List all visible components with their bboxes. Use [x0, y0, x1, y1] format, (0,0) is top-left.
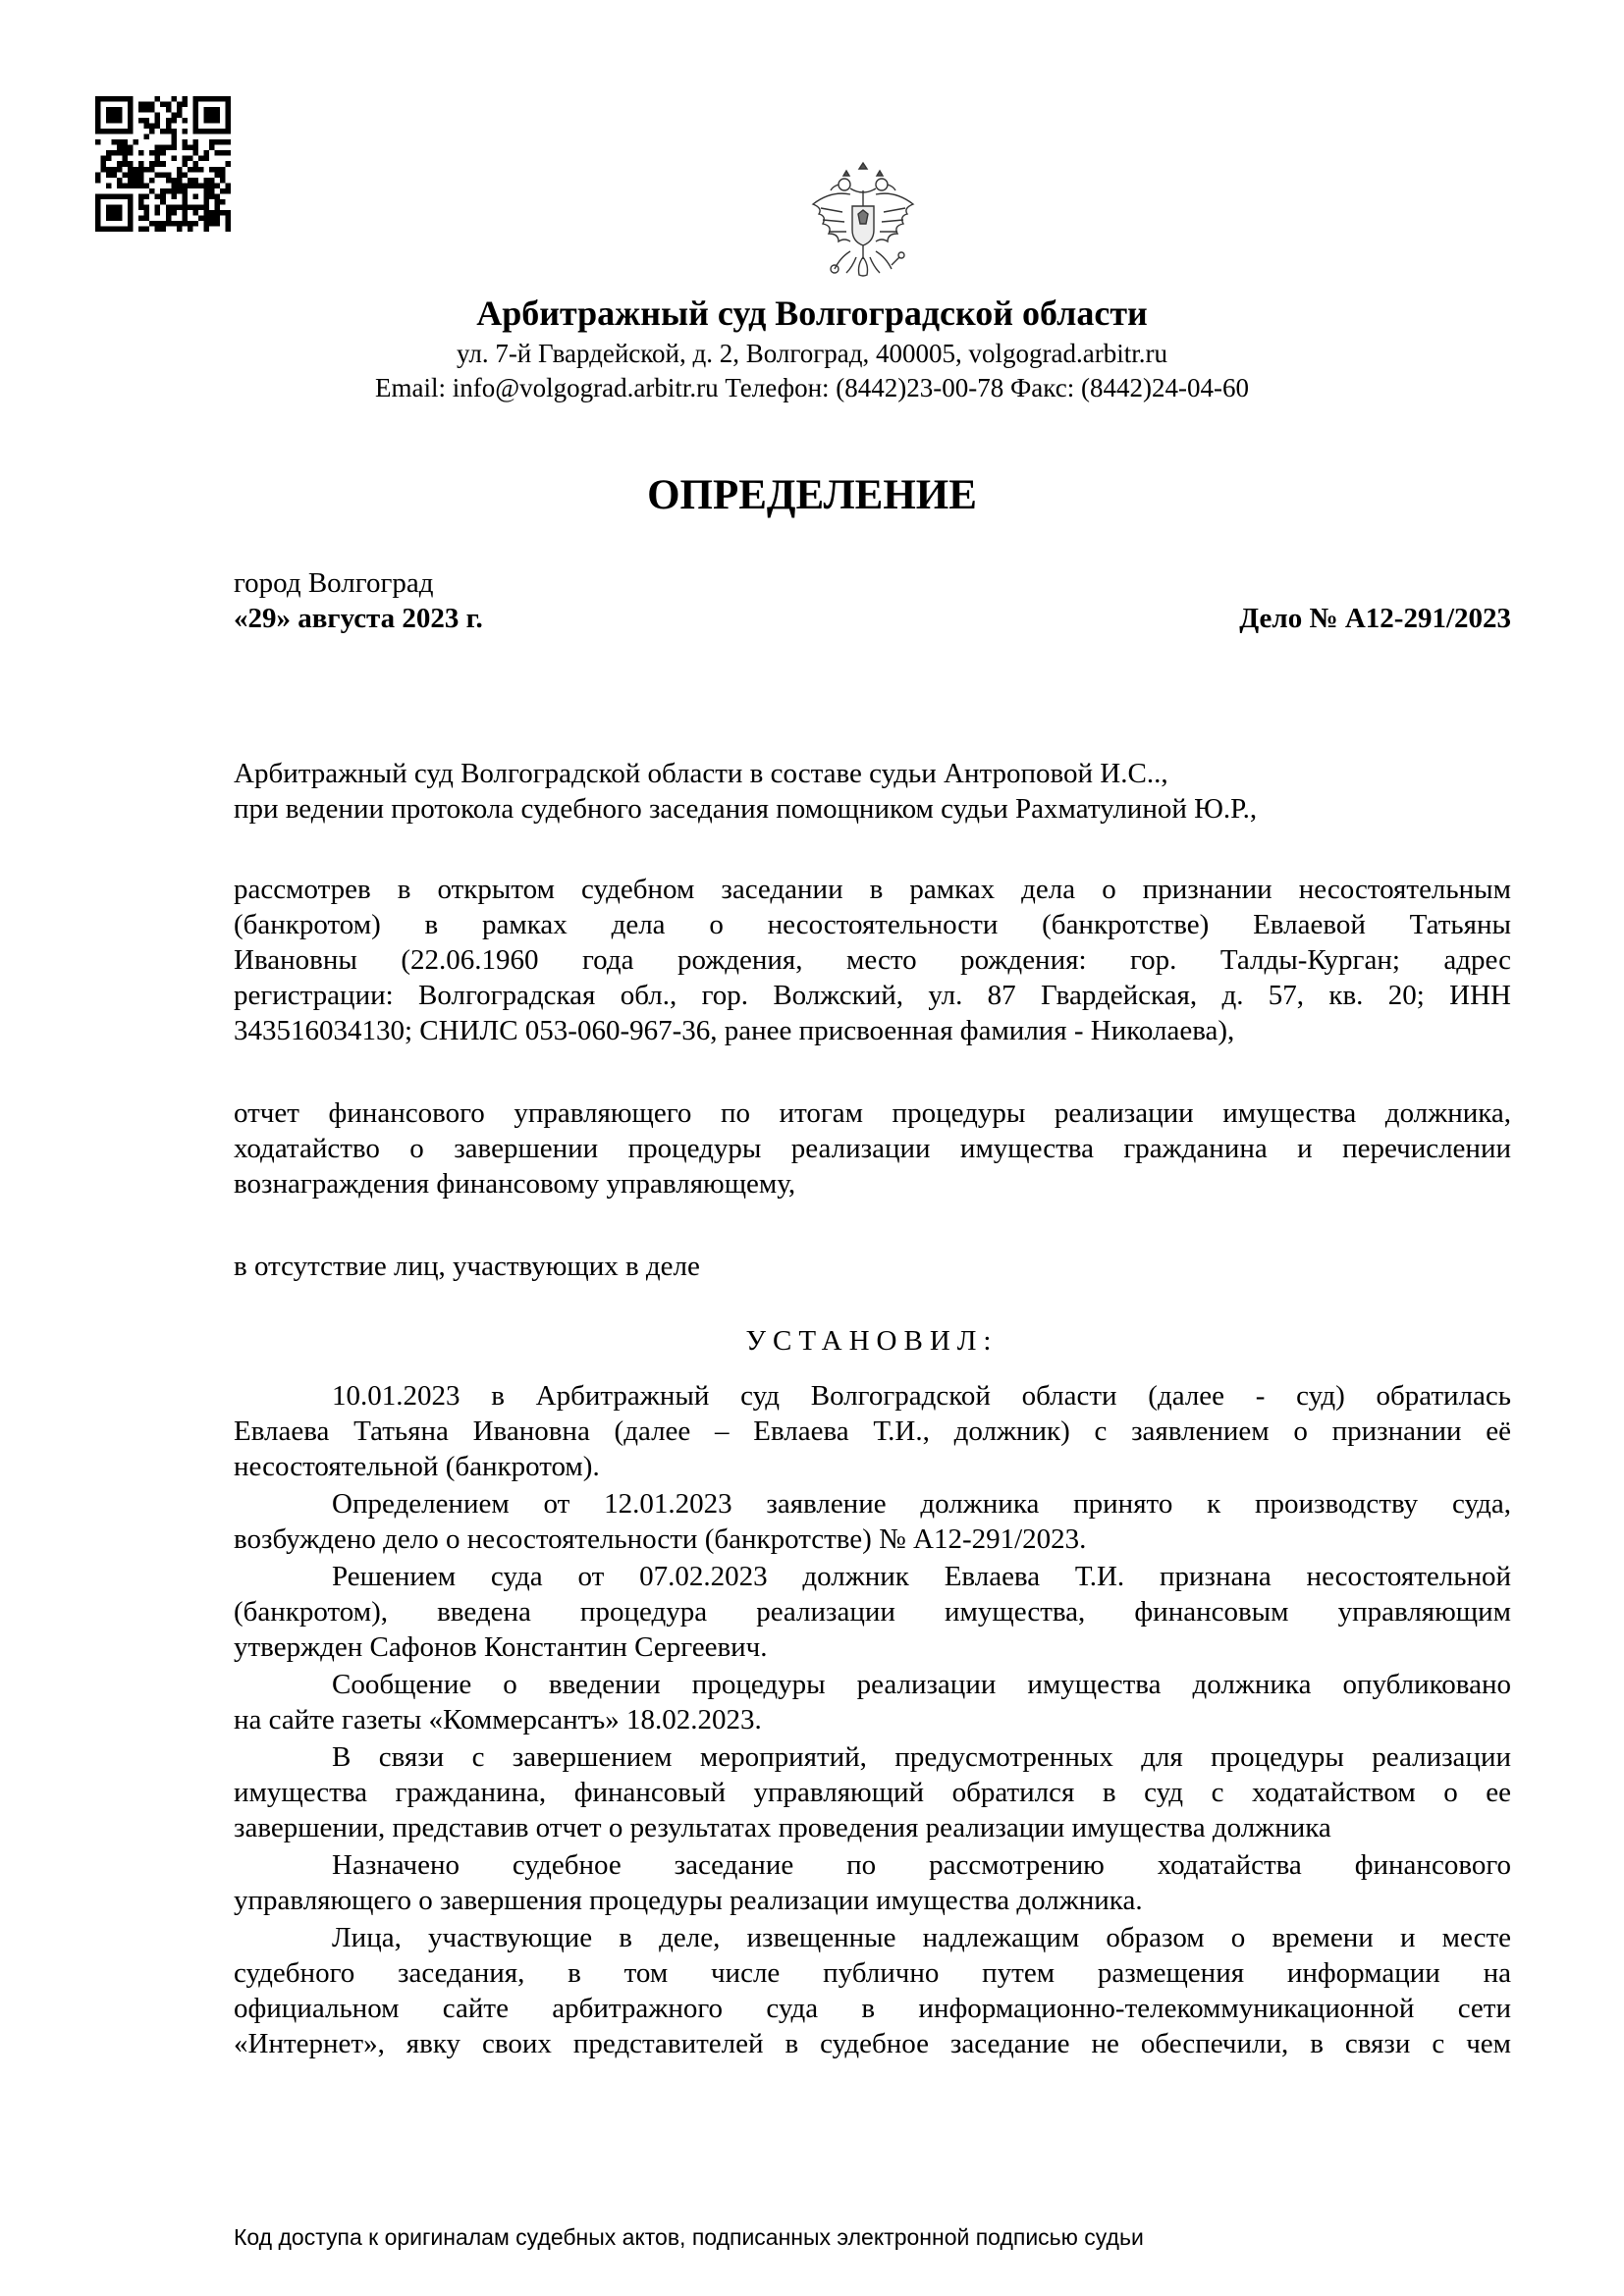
court-address: ул. 7-й Гвардейской, д. 2, Волгоград, 400005, volgograd.arbitr.ru: [457, 339, 1167, 368]
body-paragraph: [234, 1378, 1511, 1484]
body-paragraph: [234, 1486, 1511, 1557]
text-line: утвержден Сафонов Константин Сергеевич.: [234, 1631, 768, 1663]
text-line: рассмотрев в открытом судебном заседании в рамках дела о признании несостоятельным: [234, 874, 1511, 905]
text-line: 343516034130; СНИЛС 053-060-967-36, ранее присвоенная фамилия - Николаева),: [234, 1015, 1235, 1046]
body-paragraph: [234, 1920, 1511, 2061]
document-title: ОПРЕДЕЛЕНИЕ: [647, 472, 977, 518]
text-line: при ведении протокола судебного заседания помощником судьи Рахматулиной Ю.Р.,: [234, 793, 1258, 825]
text-line: несостоятельной (банкротом).: [234, 1451, 600, 1482]
body-paragraph: [234, 1667, 1511, 1737]
text-line: завершении, представив отчет о результатах проведения реализации имущества должника: [234, 1812, 1331, 1843]
text-line: официальном сайте арбитражного суда в информационно-телекоммуникационной сети: [234, 1993, 1511, 2024]
intro-paragraph: [234, 1095, 1511, 1201]
text-line: Евлаева Татьяна Ивановна (далее – Евлаева Т.И., должник) с заявлением о признании её: [234, 1415, 1511, 1447]
text-line: Ивановны (22.06.1960 года рождения, место рождения: гор. Талды-Курган; адрес: [234, 944, 1511, 976]
intro-paragraph: [234, 872, 1511, 1048]
intro-paragraph: [234, 756, 1511, 827]
section-heading: УСТАНОВИЛ:: [745, 1325, 999, 1357]
text-line: ходатайство о завершении процедуры реализации имущества гражданина и перечислении: [234, 1133, 1511, 1164]
text-line: Определением от 12.01.2023 заявление должника принято к производству суда,: [332, 1488, 1511, 1520]
body-paragraph: [234, 1739, 1511, 1845]
text-line: Решением суда от 07.02.2023 должник Евлаева Т.И. признана несостоятельной: [332, 1561, 1511, 1592]
court-name: Арбитражный суд Волгоградской области: [476, 294, 1148, 333]
text-line: возбуждено дело о несостоятельности (банкротстве) № А12-291/2023.: [234, 1523, 1087, 1555]
footer-note: Код доступа к оригиналам судебных актов, подписанных электронной подписью судьи: [234, 2224, 1144, 2250]
court-contacts: Email: info@volgograd.arbitr.ru Телефон: (8442)23-00-78 Факс: (8442)24-04-60: [375, 373, 1249, 402]
text-line: «Интернет», явку своих представителей в судебное заседание не обеспечили, в связи с чем: [234, 2028, 1511, 2059]
text-line: Сообщение о введении процедуры реализации имущества должника опубликовано: [332, 1669, 1511, 1700]
text-line: (банкротом), введена процедура реализации имущества, финансовым управляющим: [234, 1596, 1511, 1628]
text-line: регистрации: Волгоградская обл., гор. Волжский, ул. 87 Гвардейская, д. 57, кв. 20; ИНН: [234, 980, 1511, 1011]
text-line: В связи с завершением мероприятий, предусмотренных для процедуры реализации: [332, 1741, 1511, 1773]
document-date: «29» августа 2023 г.: [234, 603, 483, 634]
text-line: Арбитражный суд Волгоградской области в составе судьи Антроповой И.С..,: [234, 758, 1168, 789]
case-number: Дело № А12-291/2023: [1239, 603, 1511, 634]
qr-code-icon: [95, 96, 231, 232]
coat-of-arms-icon: [807, 159, 919, 281]
text-line: в отсутствие лиц, участвующих в деле: [234, 1251, 700, 1282]
body-paragraph: [234, 1559, 1511, 1665]
text-line: имущества гражданина, финансовый управляющий обратился в суд с ходатайством о ее: [234, 1777, 1511, 1808]
intro-paragraph: [234, 1249, 1511, 1284]
text-line: Лица, участвующие в деле, извещенные надлежащим образом о времени и месте: [332, 1922, 1511, 1953]
text-line: 10.01.2023 в Арбитражный суд Волгоградской области (далее - суд) обратилась: [332, 1380, 1511, 1412]
text-line: на сайте газеты «Коммерсантъ» 18.02.2023.: [234, 1704, 762, 1735]
body-paragraph: [234, 1847, 1511, 1918]
text-line: Назначено судебное заседание по рассмотрению ходатайства финансового: [332, 1849, 1511, 1881]
document-city: город Волгоград: [234, 567, 434, 599]
text-line: управляющего о завершения процедуры реализации имущества должника.: [234, 1885, 1143, 1916]
text-line: вознаграждения финансовому управляющему,: [234, 1168, 796, 1200]
text-line: отчет финансового управляющего по итогам процедуры реализации имущества должника,: [234, 1097, 1511, 1129]
text-line: судебного заседания, в том числе публично путем размещения информации на: [234, 1957, 1511, 1989]
text-line: (банкротом) в рамках дела о несостоятельности (банкротстве) Евлаевой Татьяны: [234, 909, 1511, 940]
